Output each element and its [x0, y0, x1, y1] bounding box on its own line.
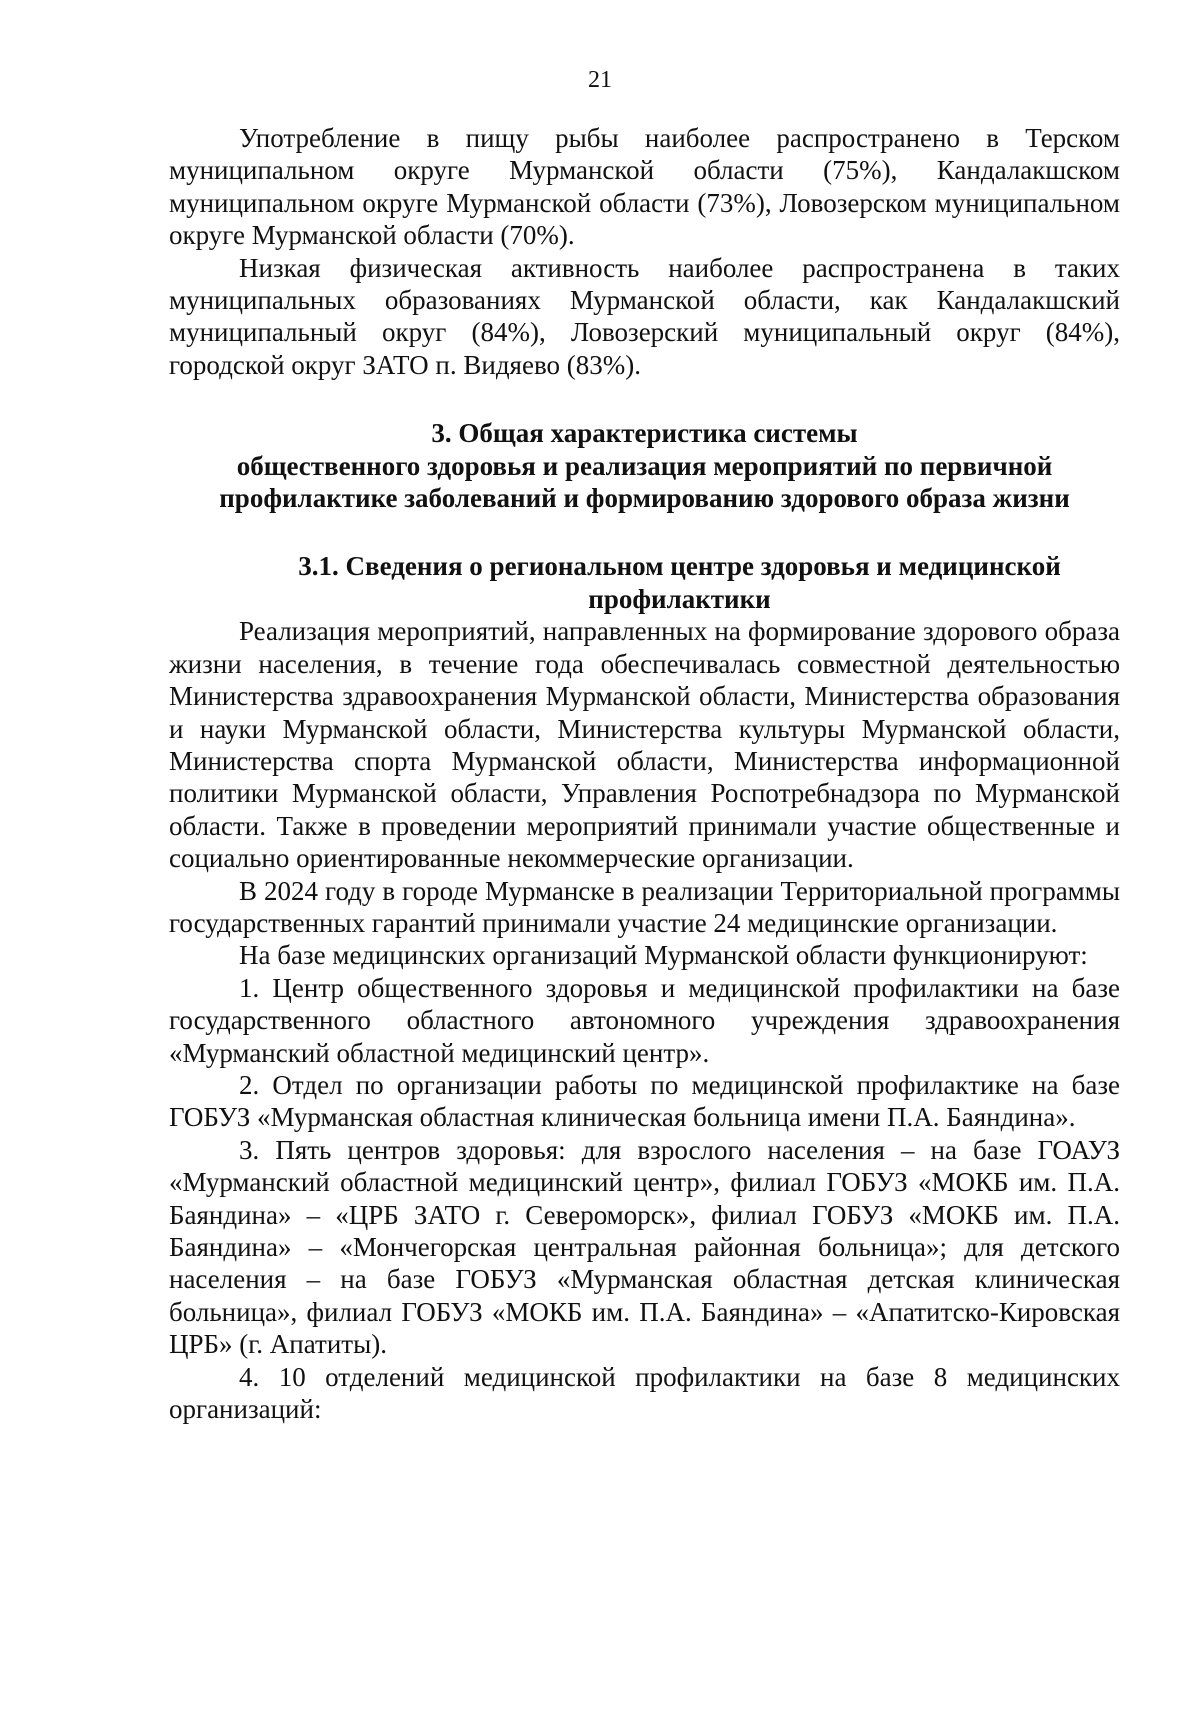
page-number: 21 [588, 67, 612, 93]
list-item-1: 1. Центр общественного здоровья и медицинской профилактики на базе государственного областного автономного учреждения здравоохранения «Мурманский областной медицинский центр». [169, 972, 1120, 1068]
section-heading [169, 417, 1120, 514]
section-heading-line: 3. Общая характеристика системы [431, 418, 858, 449]
section-heading-line: общественного здоровья и реализация мероприятий по первичной [236, 450, 1053, 481]
subsection-heading-line: 3.1. Сведения о региональном центре здоровья и медицинской [298, 551, 1061, 582]
paragraph-murmansk-2024: В 2024 году в городе Мурманске в реализации Территориальной программы государственных гарантий принимали участие 24 медицинские организации. [169, 875, 1120, 938]
page-content [169, 122, 1120, 1425]
paragraph-fish-consumption: Употребление в пищу рыбы наиболее распространено в Терском муниципальном округе Мурманской области (75%), Кандалакшском муниципальном округе Мурманской области (73%), Ловозерском муниципальном округе Мурманской области (70%). [169, 123, 1120, 251]
list-item-4: 4. 10 отделений медицинской профилактики на базе 8 медицинских организаций: [169, 1361, 1120, 1425]
section-heading-line: профилактике заболеваний и формированию здорового образа жизни [219, 483, 1070, 514]
subsection-heading-line: профилактики [588, 583, 771, 614]
paragraph-function-intro: На базе медицинских организаций Мурманской области функционируют: [239, 940, 1088, 971]
subsection-heading [169, 550, 1120, 615]
paragraph-activities: Реализация мероприятий, направленных на формирование здорового образа жизни населения, в течение года обеспечивалась совместной деятельностью Министерства здравоохранения Мурманской области, Министерства образования и науки Мурманской области, Министерства культуры Мурманской области, Министерства спорта Мурманской области, Министерства информационной политики Мурманской области, Управления Роспотребнадзора по Мурманской области. Также в проведении мероприятий принимали участие общественные и социально ориентированные некоммерческие организации. [169, 616, 1120, 874]
paragraph-physical-activity: Низкая физическая активность наиболее распространена в таких муниципальных образованиях Мурманской области, как Кандалакшский муниципальный округ (84%), Ловозерский муниципальный округ (84%), городской округ ЗАТО п. Видяево (83%). [169, 252, 1120, 380]
list-item-3: 3. Пять центров здоровья: для взрослого населения – на базе ГОАУЗ «Мурманский областной медицинский центр», филиал ГОБУЗ «МОКБ им. П.А. Баяндина» – «ЦРБ ЗАТО г. Североморск», филиал ГОБУЗ «МОКБ им. П.А. Баяндина» – «Мончегорская центральная районная больница»; для детского населения – на базе ГОБУЗ «Мурманская областная детская клиническая больница», филиал ГОБУЗ «МОКБ им. П.А. Баяндина» – «Апатитско-Кировская ЦРБ» (г. Апатиты). [169, 1134, 1120, 1360]
list-item-2: 2. Отдел по организации работы по медицинской профилактике на базе ГОБУЗ «Мурманская областная клиническая больница имени П.А. Баяндина». [169, 1069, 1120, 1133]
